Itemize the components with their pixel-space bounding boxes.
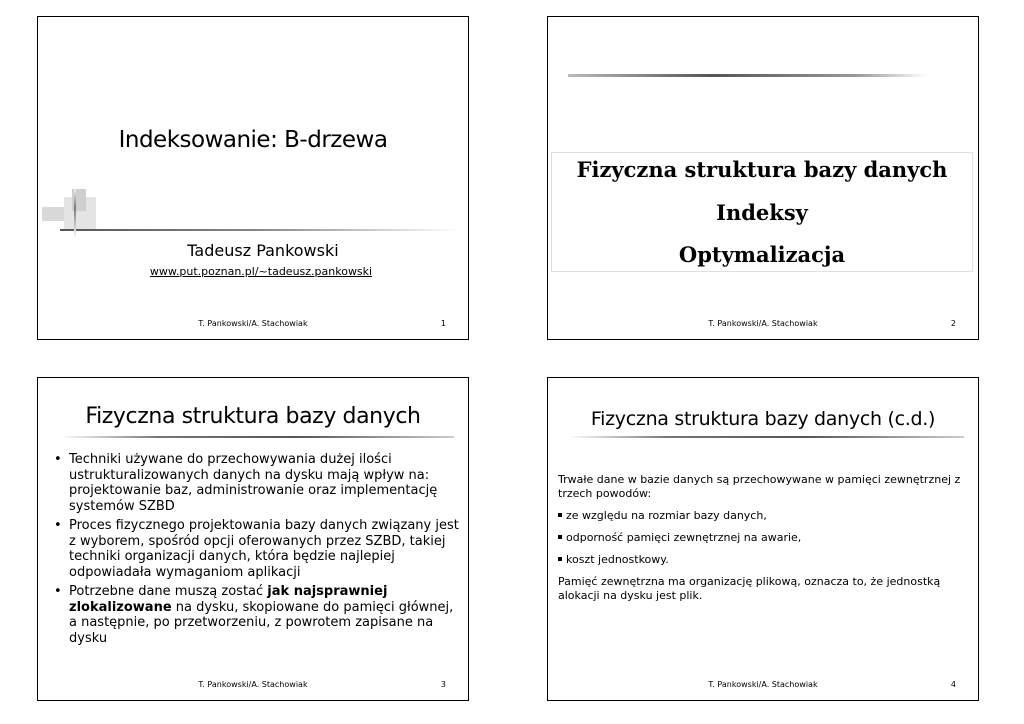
slide-4-title: Fizyczna struktura bazy danych (c.d.) [590,408,936,430]
list-item-text: koszt jednostkowy. [566,553,669,566]
page-number: 2 [950,319,956,328]
slide-footer: T. Pankowski/A. Stachowiak [708,319,818,328]
list-item [558,509,963,523]
title-rule [60,436,454,438]
list-item-text: Proces fizycznego projektowania bazy danych związany jest z wyborem, spośród opcji oferowanych przez SZBD, takiej techniki organizacji danych, która będzie najlepiej odpowiadała wymaganiom aplikacji [69,518,459,580]
list-item-text: Potrzebne dane muszą zostać [69,584,268,599]
slide-footer: T. Pankowski/A. Stachowiak [198,680,308,689]
list-item [558,531,963,545]
slide-1-title: Indeksowanie: B-drzewa [118,127,388,153]
list-item [52,584,462,646]
bullet-icon: • [54,452,62,467]
list-item [52,518,462,580]
bullet-icon: • [54,584,62,599]
list-item-text-end: na dysku, skopiowane do pamięci głównej, a następnie, po przetworzeniu, z powrotem zapisane na dysku [69,599,454,646]
title-rule [568,436,964,438]
list-item [52,452,462,514]
title-box [551,152,973,272]
title-line-2: Indeksy [716,200,808,225]
square-bullet-icon [558,535,562,539]
intro-paragraph: Trwałe dane w bazie danych są przechowywane w pamięci zewnętrznej z trzech powodów: [558,473,961,500]
page-number: 1 [440,319,446,328]
list-item-text: Techniki używane do przechowywania dużej ilości ustrukturalizowanych danych na dysku mają wpływ na: projektowanie baz, administrowanie oraz implementację systemów SZBD [69,452,438,514]
square-bullet-icon [558,513,562,517]
list-item-text: ze względu na rozmiar bazy danych, [566,509,767,522]
outro-paragraph: Pamięć zewnętrzna ma organizację plikową, oznacza to, że jednostką alokacji na dysku jest plik. [558,575,941,602]
title-line-1: Fizyczna struktura bazy danych [576,157,948,182]
page-number: 3 [440,680,446,689]
list-item-bold-text: jak najsprawniej zlokalizowane [69,584,388,615]
list-item [558,553,963,567]
bullet-icon: • [54,518,62,533]
title-line-3: Optymalizacja [678,242,846,267]
decorative-cross-lines [42,185,462,241]
author-name: Tadeusz Pankowski [187,241,339,260]
decorative-line [568,74,928,77]
slide-1 [37,16,469,340]
author-url-link[interactable]: www.put.poznan.pl/~tadeusz.pankowski [149,265,373,278]
slide-footer: T. Pankowski/A. Stachowiak [198,319,308,328]
bullet-list [52,452,462,650]
slide-3 [37,377,469,701]
slide-3-title: Fizyczna struktura bazy danych [85,404,421,429]
slide-body [558,473,963,611]
square-bullet-icon [558,557,562,561]
list-item-text: odporność pamięci zewnętrznej na awarie, [566,531,802,544]
slide-2 [547,16,979,340]
page-number: 4 [950,680,956,689]
slide-footer: T. Pankowski/A. Stachowiak [708,680,818,689]
slide-4 [547,377,979,701]
